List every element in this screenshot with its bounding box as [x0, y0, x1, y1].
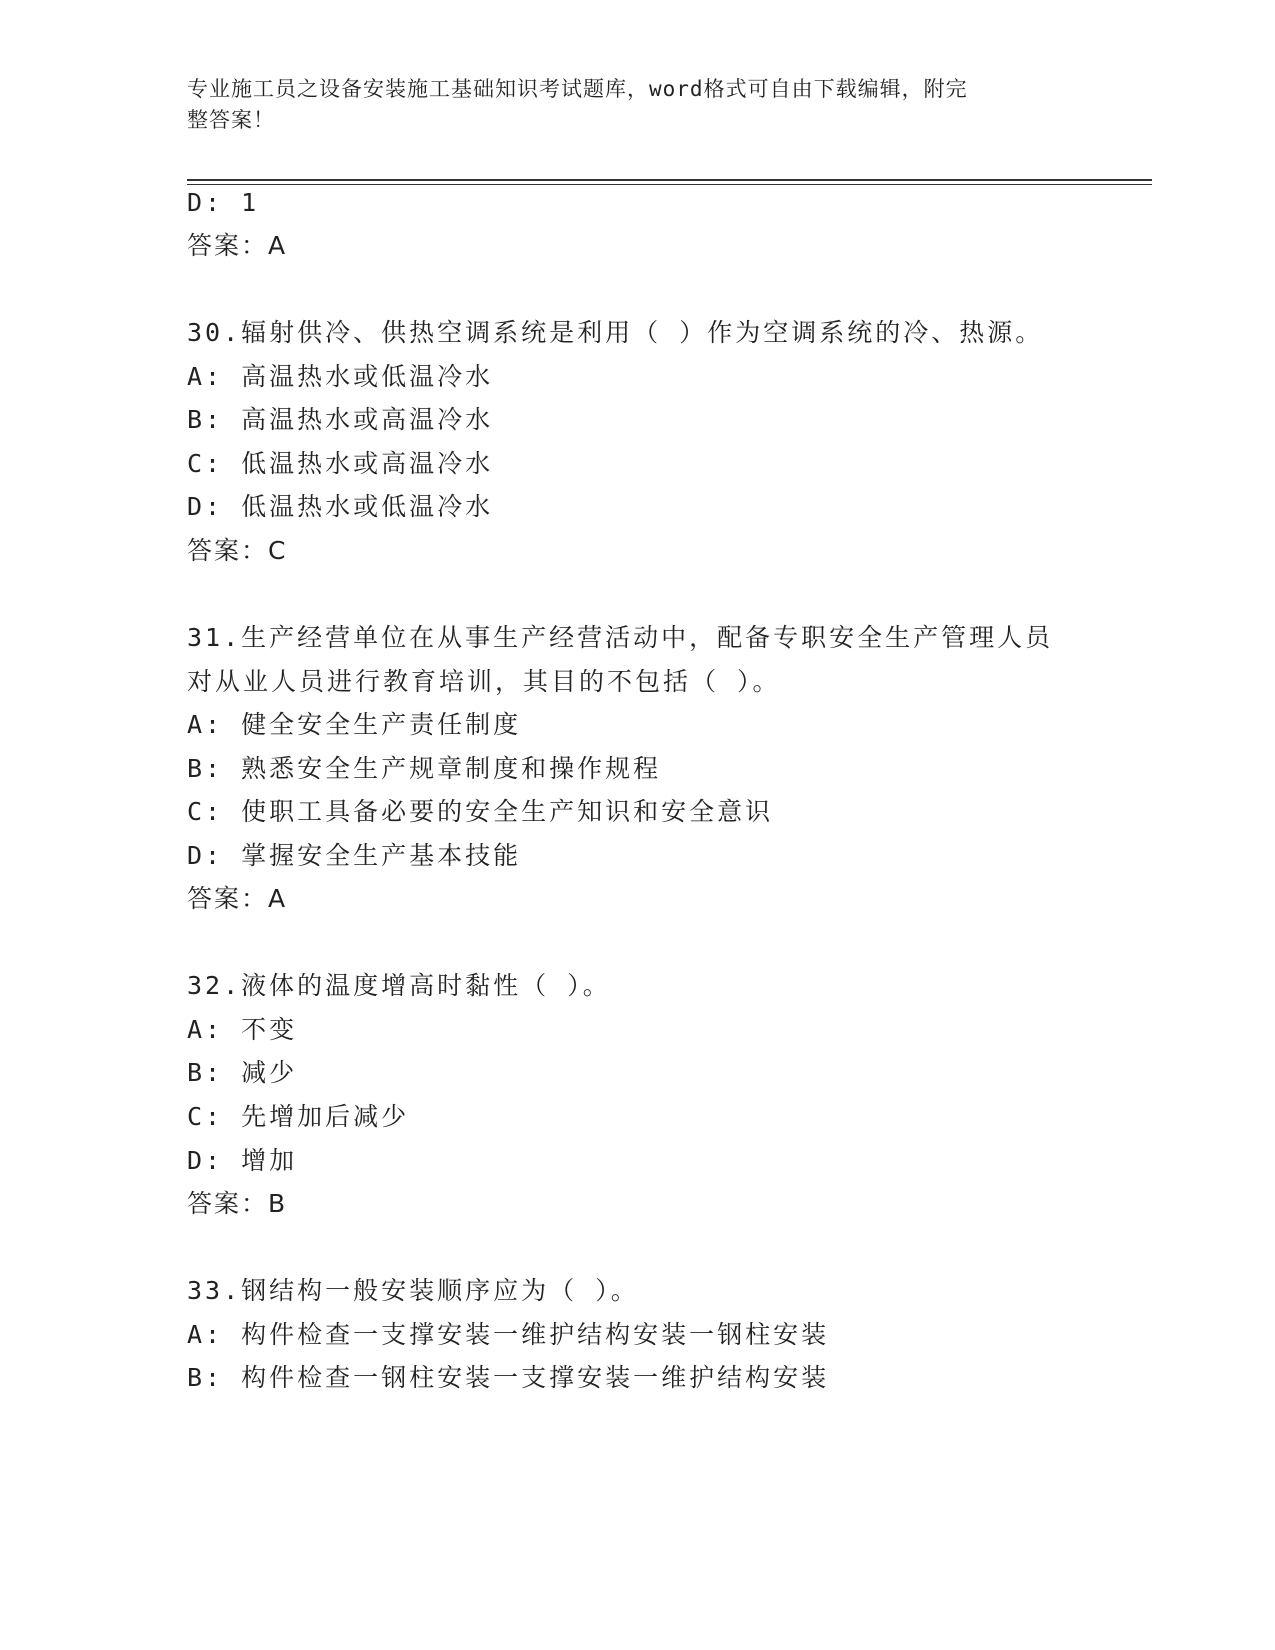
q30-option-d: D: 低温热水或低温冷水 [187, 492, 494, 521]
q29-answer: 答案：A [187, 231, 288, 260]
q33-option-b: B: 构件检查一钢柱安装一支撑安装一维护结构安装 [187, 1363, 830, 1392]
header-divider-thin [187, 184, 1152, 185]
q31-option-d: D: 掌握安全生产基本技能 [187, 841, 522, 870]
q31-option-b: B: 熟悉安全生产规章制度和操作规程 [187, 754, 662, 783]
document-header [187, 74, 1067, 136]
q31-answer: 答案：A [187, 884, 288, 913]
q32-stem: 32.液体的温度增高时黏性（ ）。 [187, 971, 611, 1000]
q31-option-a: A: 健全安全生产责任制度 [187, 710, 522, 739]
q30-option-b: B: 高温热水或高温冷水 [187, 405, 494, 434]
q30-option-a: A: 高温热水或低温冷水 [187, 362, 494, 391]
q33-option-a: A: 构件检查一支撑安装一维护结构安装一钢柱安装 [187, 1320, 830, 1349]
q31-stem-line-2: 对从业人员进行教育培训，其目的不包括（ ）。 [187, 667, 781, 696]
q31-stem-line-1: 31.生产经营单位在从事生产经营活动中，配备专职安全生产管理人员 [187, 623, 1054, 652]
q30-answer: 答案：C [187, 536, 288, 565]
q33-stem: 33.钢结构一般安装顺序应为（ ）。 [187, 1276, 639, 1305]
q30-stem: 30.辐射供冷、供热空调系统是利用（ ）作为空调系统的冷、热源。 [187, 318, 1044, 347]
header-divider-thick [187, 179, 1152, 181]
q32-answer: 答案：B [187, 1189, 288, 1218]
q29-option-d: D: 1 [187, 188, 260, 217]
q31-option-c: C: 使职工具备必要的安全生产知识和安全意识 [187, 797, 774, 826]
header-title-line-1: 专业施工员之设备安装施工基础知识考试题库，word格式可自由下载编辑，附完 [187, 77, 968, 101]
q32-option-c: C: 先增加后减少 [187, 1102, 410, 1131]
q32-option-d: D: 增加 [187, 1146, 298, 1175]
q30-option-c: C: 低温热水或高温冷水 [187, 449, 494, 478]
q32-option-a: A: 不变 [187, 1015, 298, 1044]
q32-option-b: B: 减少 [187, 1058, 298, 1087]
header-title-line-2: 整答案！ [187, 108, 275, 132]
